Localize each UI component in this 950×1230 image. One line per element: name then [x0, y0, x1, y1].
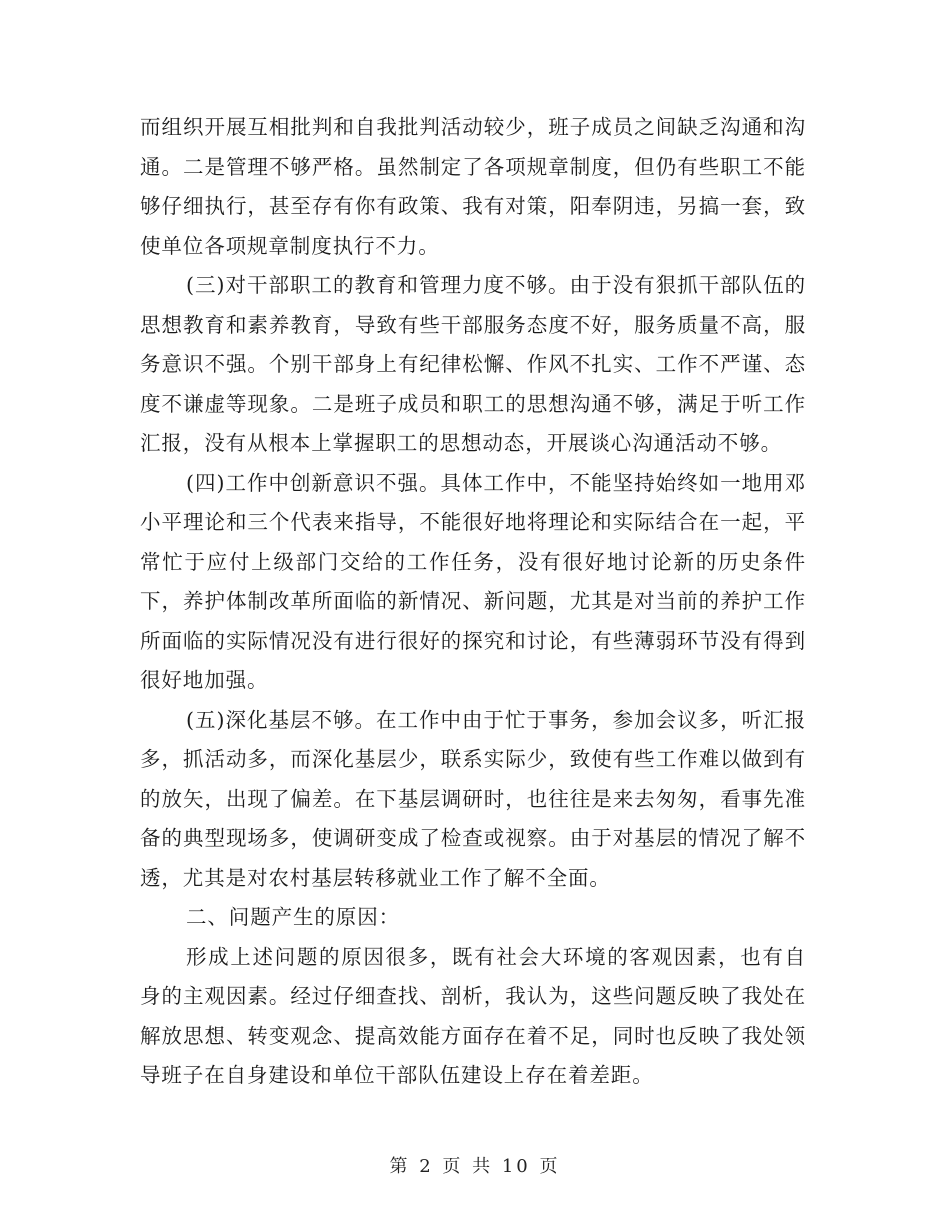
page-number-footer: 第 2 页 共 10 页 [389, 1156, 561, 1177]
section-heading-causes: 二、问题产生的原因： [186, 905, 400, 929]
paragraph-causes: 形成上述问题的原因很多，既有社会大环境的客观因素，也有自身的主观因素。经过仔细查找、剖析，我认为，这些问题反映了我处在解放思想、转变观念、提高效能方面存在着不足，同时也反映了我处领导班子在自身建设和单位干部队伍建设上存在着差距。 [140, 944, 806, 1087]
paragraph-section-5: (五)深化基层不够。在工作中由于忙于事务，参加会议多，听汇报多，抓活动多，而深化基层少，联系实际少，致使有些工作难以做到有的放矢，出现了偏差。在下基层调研时，也往往是来去匆匆，看事先准备的典型现场多，使调研变成了检查或视察。由于对基层的情况了解不透，尤其是对农村基层转移就业工作了解不全面。 [140, 707, 806, 890]
document-body [140, 108, 806, 1096]
paragraph-section-4: (四)工作中创新意识不强。具体工作中，不能坚持始终如一地用邓小平理论和三个代表来指导，不能很好地将理论和实际结合在一起，平常忙于应付上级部门交给的工作任务，没有很好地讨论新的历史条件下，养护体制改革所面临的新情况、新问题，尤其是对当前的养护工作所面临的实际情况没有进行很好的探究和讨论，有些薄弱环节没有得到很好地加强。 [140, 470, 806, 692]
paragraph-section-3: (三)对干部职工的教育和管理力度不够。由于没有狠抓干部队伍的思想教育和素养教育，导致有些干部服务态度不好，服务质量不高，服务意识不强。个别干部身上有纪律松懈、作风不扎实、工作不严谨、态度不谦虚等现象。二是班子成员和职工的思想沟通不够，满足于听工作汇报，没有从根本上掌握职工的思想动态，开展谈心沟通活动不够。 [140, 273, 806, 455]
paragraph-continuation: 而组织开展互相批判和自我批判活动较少，班子成员之间缺乏沟通和沟通。二是管理不够严格。虽然制定了各项规章制度，但仍有些职工不能够仔细执行，甚至存有你有政策、我有对策，阳奉阴违，另搞一套，致使单位各项规章制度执行不力。 [140, 115, 806, 258]
